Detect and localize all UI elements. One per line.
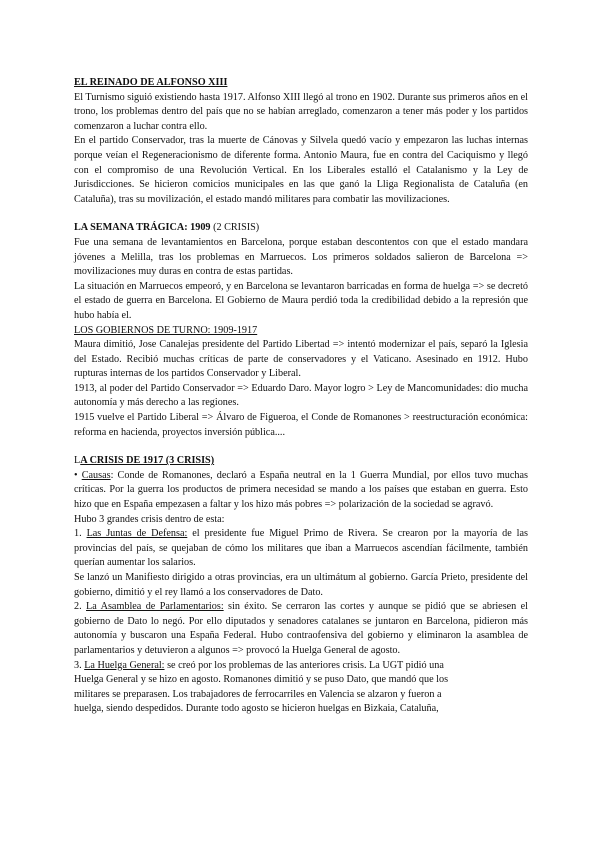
item-text-line: Huelga General y se hizo en agosto. Romanones dimitió y se puso Dato, que mandó que los: [74, 674, 449, 686]
causas-paragraph: [74, 469, 528, 513]
item-label: La Asamblea de Parlamentarios:: [86, 601, 224, 613]
paragraph: La situación en Marruecos empeoró, y en Barcelona se levantaron barricadas en forma de huelga => se decretó el estado de guerra en Barcelona. El Gobierno de Maura perdió toda la credibilidad debido a la represión que hubo había el.: [74, 280, 528, 321]
paragraph: 1915 vuelve el Partido Liberal => Álvaro de Figueroa, el Conde de Romanones > reestructuración económica: reforma en hacienda, proyectos inversión pública....: [74, 412, 528, 438]
item-number: 3.: [74, 659, 82, 671]
paragraph: 1913, al poder del Partido Conservador => Eduardo Daro. Mayor logro > Ley de Mancomunidades: dio mucha autonomía y más derecho a las regiones.: [74, 382, 528, 409]
item-text-line: militares se preparasen. Los trabajadores de ferrocarriles en Valencia se alzaron y fueron a: [74, 688, 442, 700]
section-title-alfonso-xiii: EL REINADO DE ALFONSO XIII: [74, 77, 228, 88]
title-initial: L: [74, 455, 81, 467]
crisis-item-1: [74, 527, 528, 571]
paragraph: El Turnismo siguió existiendo hasta 1917. Alfonso XIII llegó al trono en 1902. Durante sus primeros años en el trono, los problemas dentro del país que no se habían arreglado, comenzaron a tener más poder y los partidos comenzaron a luchar contra ello.: [74, 91, 528, 132]
document-page: [74, 76, 528, 717]
causas-label: Causas: [81, 469, 111, 481]
paragraph: Fue una semana de levantamientos en Barcelona, porque estaban descontentos con que el estado mandara jóvenes a Melilla, tras los problemas en Marruecos. Los primeros soldados salieron de Barcelona => movilizaciones muy duras en contra de estas partidas.: [74, 236, 528, 278]
causas-text: : Conde de Romanones, declaró a España neutral en la 1 Guerra Mundial, por ellos tuvo muchas críticas. Por la guerra los productos de primera necesidad se mando a los países que estaban en guerra. Esto hizo que en España empezasen a faltar y los hizo más pobres => polarización de la sociedad se agravó.: [74, 469, 529, 511]
section-title-semana-tragica: [74, 221, 528, 236]
subsection-title-text: LOS GOBIERNOS DE TURNO: 1909-1917: [74, 324, 258, 336]
item-label: Las Juntas de Defensa:: [86, 528, 188, 540]
item-label: La Huelga General:: [84, 659, 165, 671]
paragraph: En el partido Conservador, tras la muerte de Cánovas y Silvela quedó vacío y empezaron las luchas internas porque veían el Regeneracionismo de diferente forma. Antonio Maura, fue en contra del Caciquismo y llegó con el compromiso de una Revolución Vertical. En los Liberales estalló el Catalanismo y la Ley de Jurisdicciones. Se hicieron comicios municipales en las que ganó la Lliga Regionalista de Cataluña (en Cataluña), tras su movilización, el estado mandó militares para combatir las movilizaciones.: [74, 135, 528, 205]
subsection-title-gobiernos-turno: [74, 324, 528, 339]
title-rest: A CRISIS DE 1917 (3 CRISIS): [80, 455, 215, 467]
item-text-line: huelga, siendo despedidos. Durante todo agosto se hicieron huelgas en Bizkaia, Cataluña,: [74, 703, 439, 715]
item-text: sin éxito. Se cerraron las cortes y aunque se pidió que se abriesen el gobierno de Dato lo negó. Por ello diputados y senadores catalanes se juntaron en Barcelona, pidieron más autonomía y buscaron una España Federal. Hubo contraofensiva del gobierno y eliminaron la asamblea de parlamentarios y detuvieron a algunos => provocó la Huelga General de agosto.: [74, 601, 529, 656]
item-number: 1.: [74, 528, 82, 540]
section-title-crisis-1917: [74, 454, 528, 469]
title-suffix: (2 CRISIS): [213, 222, 260, 234]
crisis-item-3: [74, 659, 528, 717]
item-number: 2.: [74, 601, 82, 613]
crisis-item-2: [74, 600, 528, 658]
paragraph: Maura dimitió, Jose Canalejas presidente del Partido Libertad => intentó modernizar el país, separó la Iglesia del Estado. Recibió muchas críticas de parte de conservadores y el Vaticano. Asesinado en 1912. Hubo rupturas internas de los partidos Conservador y Liberal.: [74, 339, 528, 380]
item-text: el presidente fue Miguel Primo de Rivera. Se crearon por la mayoría de las provincias del país, se quejaban de cómo los militares que iban a Marruecos ascendían fácilmente, también querían aumentar los salarios.: [74, 528, 528, 569]
paragraph: Se lanzó un Manifiesto dirigido a otras provincias, era un ultimátum al gobierno. García Prieto, presidente del gobierno, dimitió y el rey llamó a los conservadores de Dato.: [74, 572, 528, 598]
item-text-line: se creó por los problemas de las anteriores crisis. La UGT pidió una: [164, 659, 444, 671]
title-main: LA SEMANA TRÁGICA: 1909: [74, 222, 211, 234]
paragraph: Hubo 3 grandes crisis dentro de esta:: [74, 513, 225, 525]
bullet-icon: •: [74, 469, 78, 481]
